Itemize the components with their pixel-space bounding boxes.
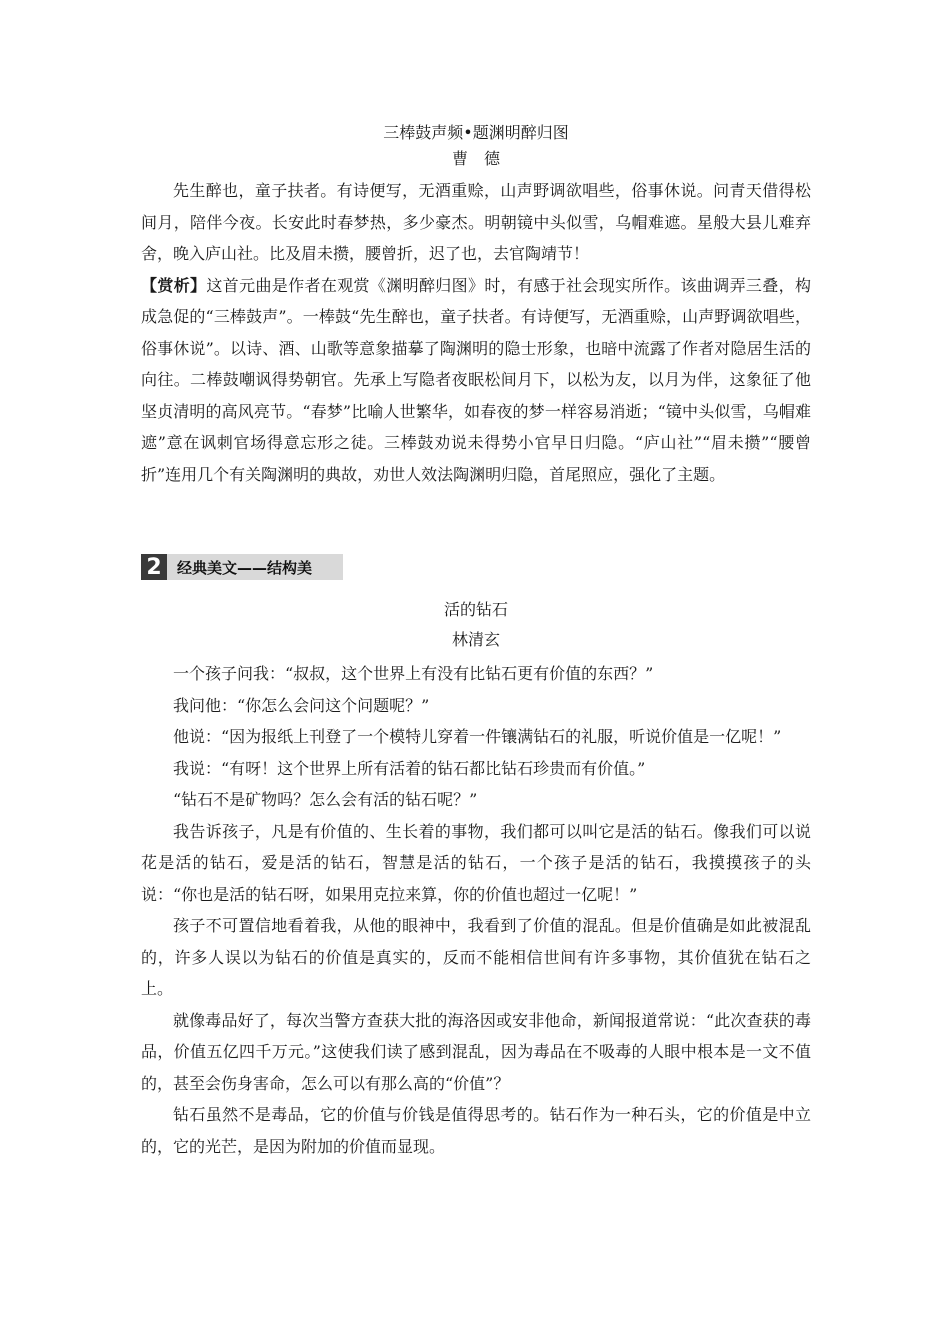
essay-paragraph: 钻石虽然不是毒品，它的价值与价钱是值得思考的。钻石作为一种石头，它的价值是中立的，它的光芒，是因为附加的价值而显现。 (141, 1105, 811, 1156)
poem-analysis (141, 270, 811, 491)
essay-paragraph: 我说：“有呀！这个世界上所有活着的钻石都比钻石珍贵而有价值。” (173, 758, 646, 778)
essay-paragraph: 他说：“因为报纸上刊登了一个模特儿穿着一件镶满钻石的礼服，听说价值是一亿呢！” (173, 727, 782, 746)
poem-author: 曹 德 (451, 149, 500, 168)
essay-paragraph: 一个孩子问我：“叔叔，这个世界上有没有比钻石更有价值的东西？” (173, 664, 654, 683)
essay-paragraph: 就像毒品好了，每次当警方查获大批的海洛因或安非他命，新闻报道常说：“此次查获的毒品，价值五亿四千万元。”这使我们读了感到混乱，因为毒品在不吸毒的人眼中根本是一文不值的，甚至会伤身害命，怎么可以有那么高的“价值”？ (141, 1010, 811, 1093)
essay-paragraph: 孩子不可置信地看着我，从他的眼神中，我看到了价值的混乱。但是价值确是如此被混乱的，许多人误以为钻石的价值是真实的，反而不能相信世间有许多事物，其价值犹在钻石之上。 (141, 916, 811, 998)
essay-author: 林清玄 (451, 630, 500, 649)
poem-body: 先生醉也，童子扶者。有诗便写，无酒重赊，山声野调欲唱些，俗事休说。问青天借得松间月，陪伴今夜。长安此时春梦热，多少豪杰。明朝镜中头似雪，乌帽难遮。星般大县儿难弃舍，晚入庐山社。比及眉未攒，腰曾折，迟了也，去官陶靖节！ (141, 181, 811, 263)
essay-section (141, 596, 811, 1162)
poem-title: 三棒鼓声频•题渊明醉归图 (383, 123, 569, 142)
essay-paragraph: “钻石不是矿物吗？怎么会有活的钻石呢？” (173, 790, 478, 809)
analysis-text: 这首元曲是作者在观赏《渊明醉归图》时，有感于社会现实所作。该曲调弄三叠，构成急促的“三棒鼓声”。一棒鼓“先生醉也，童子扶者。有诗便写，无酒重赊，山声野调欲唱些，俗事休说”。以诗、酒、山歌等意象描摹了陶渊明的隐士形象，也暗中流露了作者对隐居生活的向往。二棒鼓嘲讽得势朝官。先承上写隐者夜眠松间月下，以松为友，以月为伴，这象征了他坚贞清明的高风亮节。“春梦”比喻人世繁华，如春夜的梦一样容易消逝；“镜中头似雪，乌帽难遮”意在讽刺官场得意忘形之徒。三棒鼓劝说未得势小官早日归隐。“庐山社”“眉未攒”“腰曾折”连用几个有关陶渊明的典故，劝世人效法陶渊明归隐，首尾照应，强化了主题。 (141, 275, 811, 484)
essay-title: 活的钻石 (443, 600, 508, 619)
section-header (141, 554, 343, 580)
analysis-label: 【赏析】 (141, 275, 207, 295)
section-number: 2 (141, 554, 167, 580)
essay-paragraph: 我告诉孩子，凡是有价值的、生长着的事物，我们都可以叫它是活的钻石。像我们可以说花是活的钻石，爱是活的钻石，智慧是活的钻石，一个孩子是活的钻石，我摸摸孩子的头说：“你也是活的钻石呀，如果用克拉来算，你的价值也超过一亿呢！” (141, 821, 811, 904)
poem-section (141, 120, 811, 490)
section-title: 经典美文——结构美 (177, 558, 313, 577)
essay-paragraph: 我问他：“你怎么会问这个问题呢？” (173, 695, 430, 715)
